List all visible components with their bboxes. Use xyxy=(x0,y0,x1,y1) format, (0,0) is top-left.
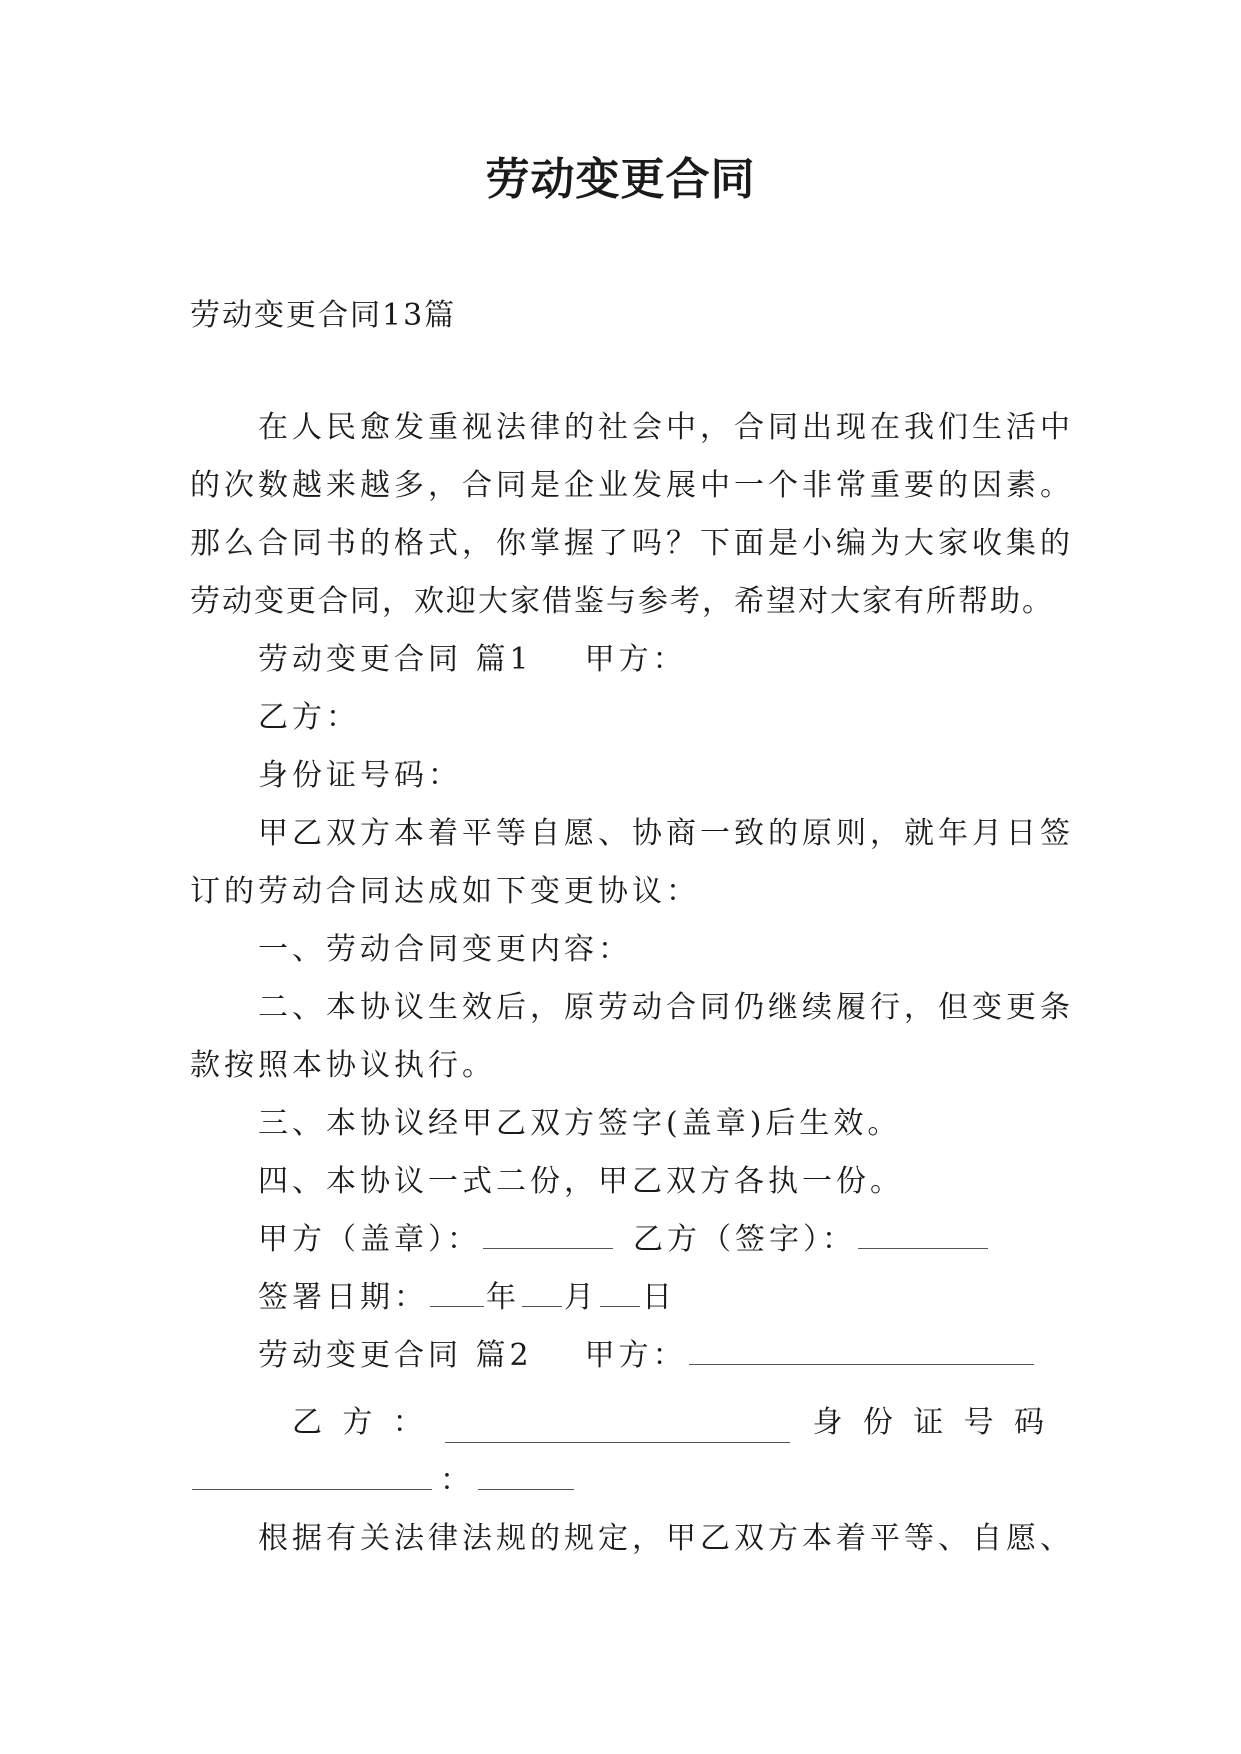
part2-id-char-1: 身 xyxy=(812,1405,843,1440)
part2-id-char-5: 码 xyxy=(1014,1405,1044,1440)
part2-id-colon: ： xyxy=(440,1463,470,1498)
part2-heading: 劳动变更合同 篇2 xyxy=(258,1338,533,1373)
part2-party-a-label: 甲方： xyxy=(584,1338,687,1373)
part1-date-row xyxy=(258,1278,676,1318)
day-blank xyxy=(600,1280,640,1307)
document-title: 劳动变更合同 xyxy=(485,154,756,205)
part1-heading: 劳动变更合同 篇1 xyxy=(258,642,533,677)
intro-line-4: 劳动变更合同，欢迎大家借鉴与参考，希望对大家有所帮助。 xyxy=(190,584,1054,619)
part2-body-start: 根据有关法律法规的规定，甲乙双方本着平等、自愿、 xyxy=(258,1521,1074,1556)
part2-id-char-4: 号 xyxy=(963,1405,994,1440)
part2-heading-row xyxy=(258,1336,1036,1376)
part1-clause-intro-2: 订的劳动合同达成如下变更协议： xyxy=(190,874,700,909)
part1-party-a-label: 甲方： xyxy=(584,642,687,677)
document-subtitle: 劳动变更合同13篇 xyxy=(190,298,457,333)
part1-clause-4: 四、本协议一式二份，甲乙双方各执一份。 xyxy=(258,1164,904,1199)
part2-party-b-char-3: ： xyxy=(392,1405,423,1440)
part1-sign-a-label: 甲方（盖章）： xyxy=(258,1222,481,1257)
part1-clause-1: 一、劳动合同变更内容： xyxy=(258,932,632,967)
sign-b-blank xyxy=(858,1222,988,1249)
part1-date-label: 签署日期： xyxy=(258,1280,428,1315)
part1-heading-row xyxy=(258,640,687,680)
part2-party-b-char-1: 乙 xyxy=(292,1405,322,1440)
part2-id-blank-2 xyxy=(478,1463,574,1490)
part1-day: 日 xyxy=(642,1280,676,1315)
year-blank xyxy=(430,1280,484,1307)
part1-month: 月 xyxy=(564,1280,598,1315)
intro-line-3: 那么合同书的格式，你掌握了吗？下面是小编为大家收集的 xyxy=(190,526,1074,561)
intro-line-2: 的次数越来越多，合同是企业发展中一个非常重要的因素。 xyxy=(190,468,1074,503)
part2-id-blank-1 xyxy=(192,1463,432,1490)
part1-clause-3: 三、本协议经甲乙双方签字(盖章)后生效。 xyxy=(258,1106,902,1141)
part1-year: 年 xyxy=(486,1280,520,1315)
part1-party-b-label: 乙方： xyxy=(258,700,360,735)
part1-clause-2-line-2: 款按照本协议执行。 xyxy=(190,1048,496,1083)
sign-a-blank xyxy=(483,1222,613,1249)
part2-party-b-blank xyxy=(445,1416,790,1443)
month-blank xyxy=(522,1280,562,1307)
part1-clause-2-line-1: 二、本协议生效后，原劳动合同仍继续履行，但变更条 xyxy=(258,990,1074,1025)
part2-party-b-char-2: 方 xyxy=(342,1405,373,1440)
part1-signature-row xyxy=(258,1220,990,1260)
part2-id-char-2: 份 xyxy=(862,1405,893,1440)
part1-sign-b-label: 乙方（签字）： xyxy=(633,1222,856,1257)
part2-id-row xyxy=(190,1461,576,1501)
part2-id-char-3: 证 xyxy=(913,1405,944,1440)
part2-party-a-blank xyxy=(689,1338,1034,1365)
part1-id-label: 身份证号码： xyxy=(258,758,462,793)
part1-clause-intro-1: 甲乙双方本着平等自愿、协商一致的原则，就年月日签 xyxy=(258,816,1074,851)
intro-line-1: 在人民愈发重视法律的社会中，合同出现在我们生活中 xyxy=(258,410,1074,445)
part2-party-b-row xyxy=(292,1403,1044,1443)
